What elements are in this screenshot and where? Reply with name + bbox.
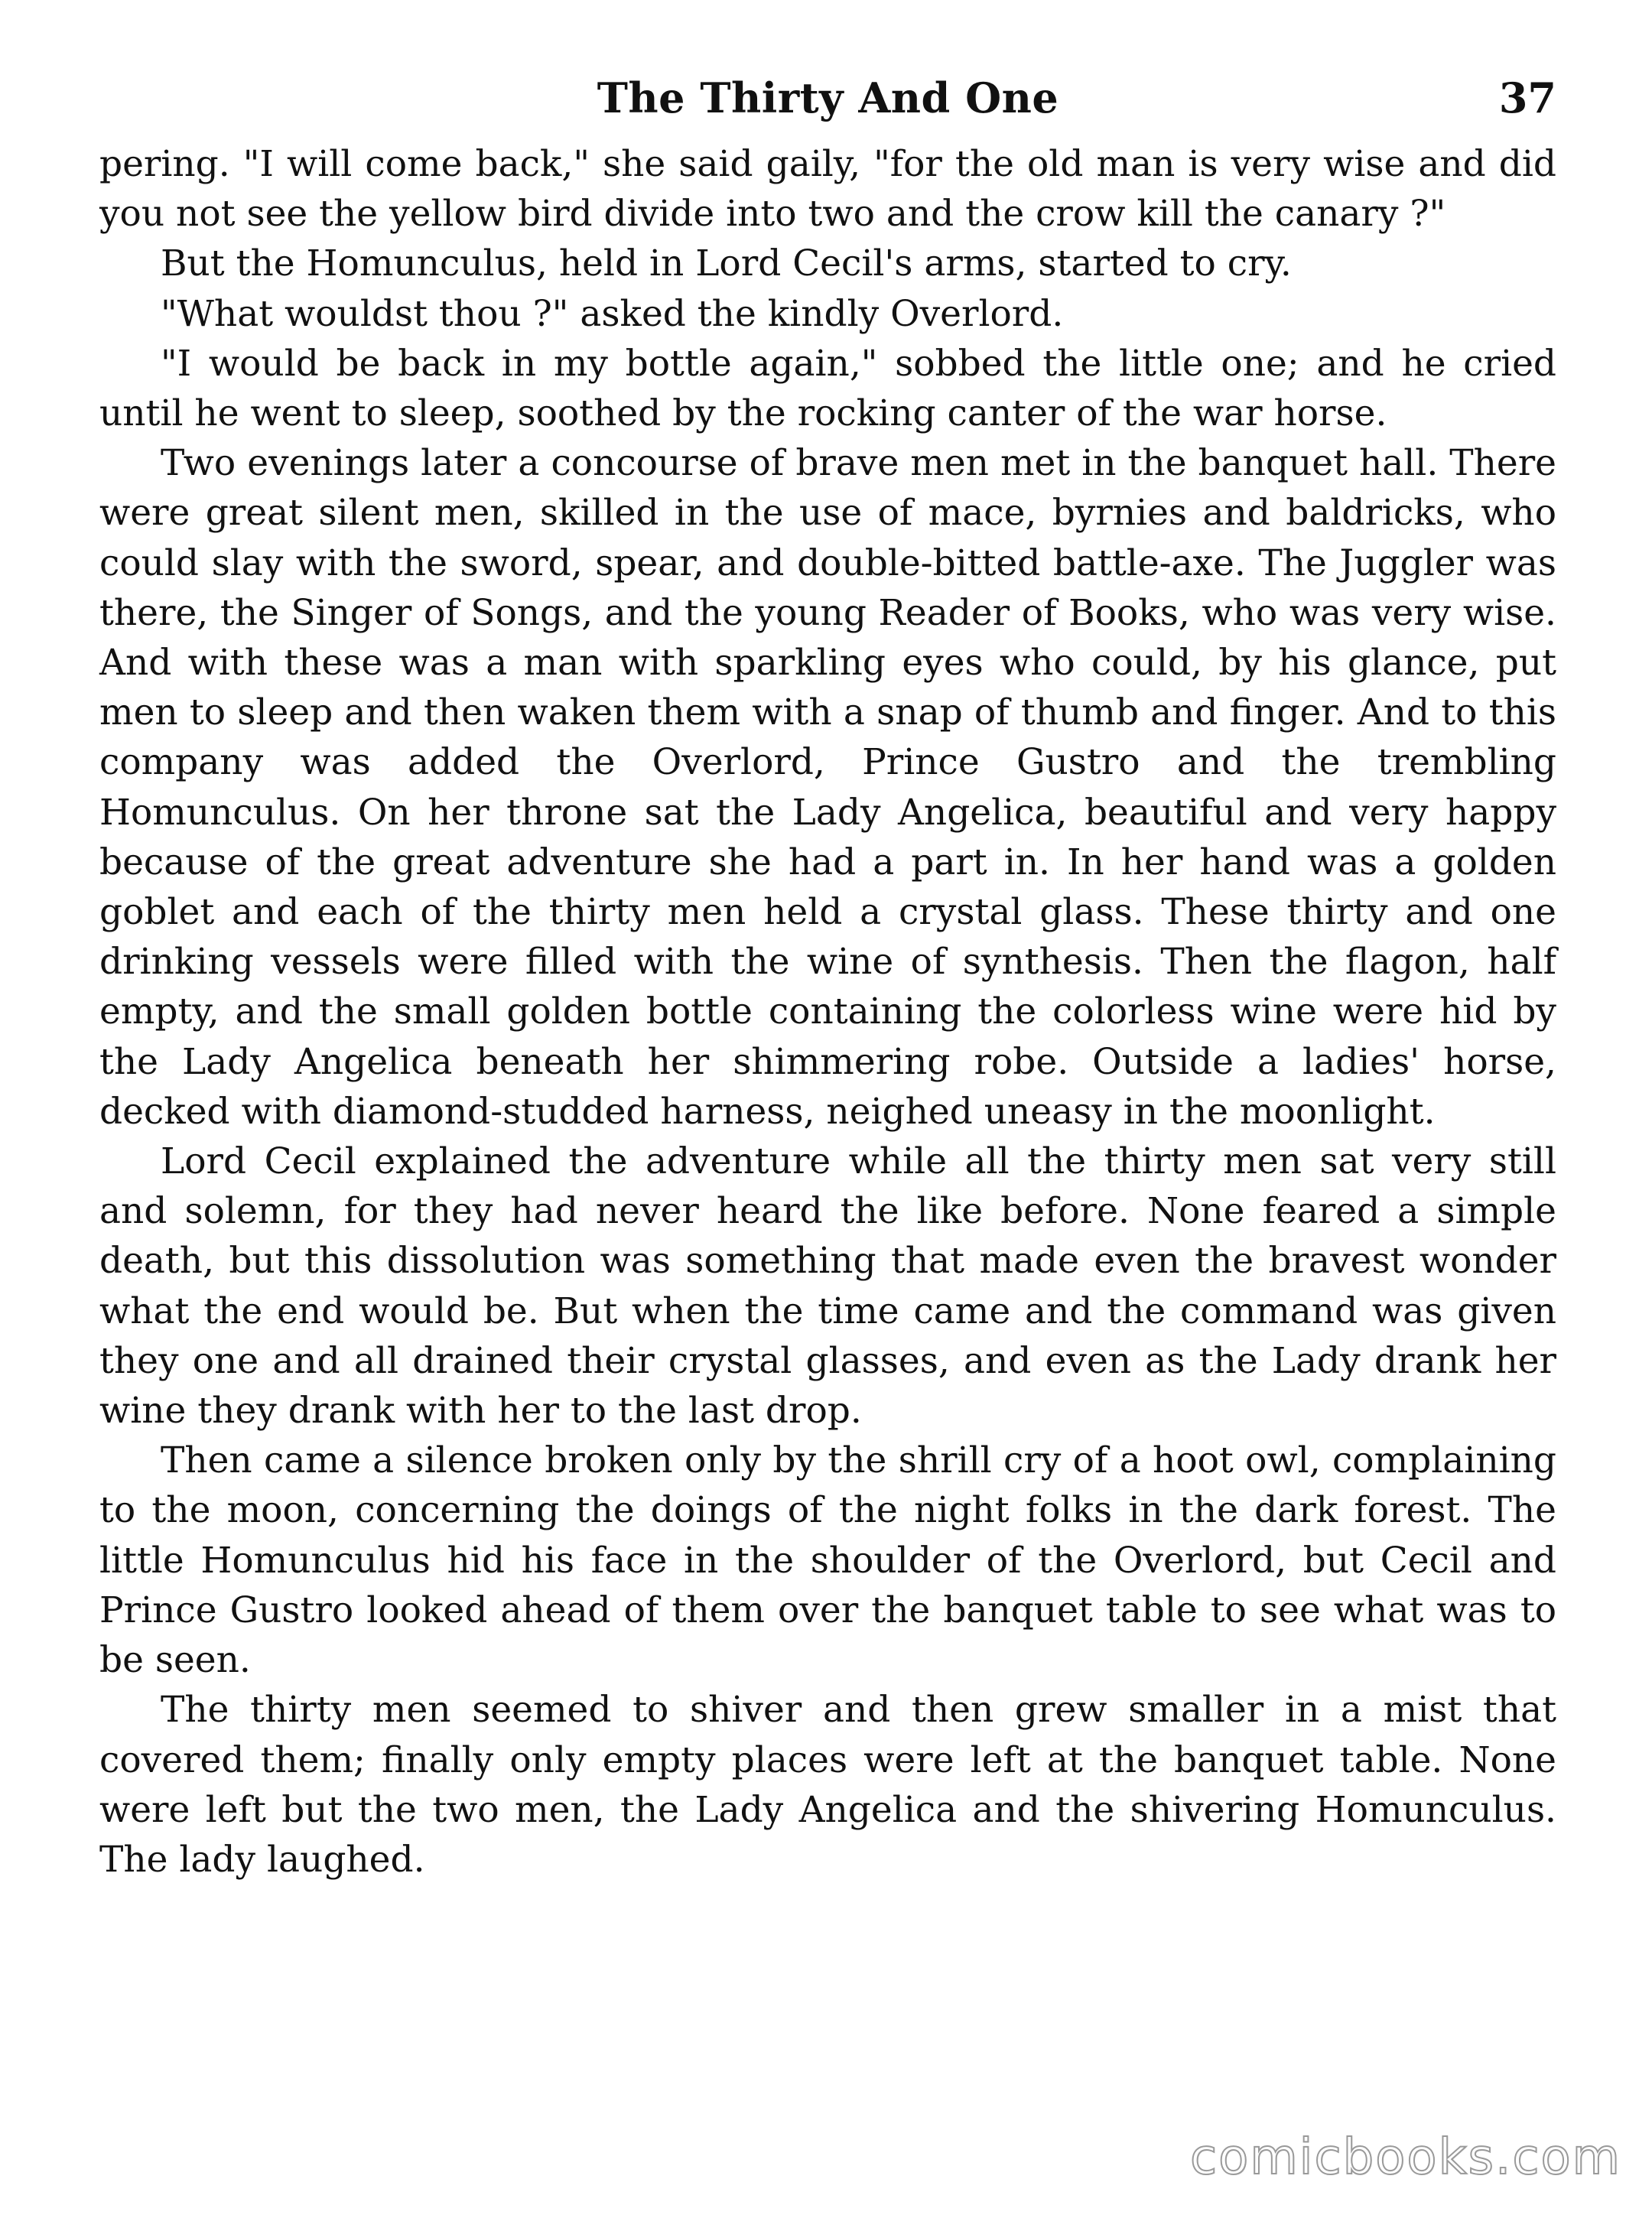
paragraph-continued: pering. "I will come back," she said gaily, "for the old man is very wise and did you not see the yellow bird divide into two and the crow kill the canary ?" xyxy=(99,143,1556,236)
paragraph: Two evenings later a concourse of brave men met in the banquet hall. There were great silent men, skilled in the use of mace, byrnies and baldricks, who could slay with the sword, spear, and double-bitted battle-axe. The Juggler was there, the Singer of Songs, and the young Reader of Books, who was very wise. And with these was a man with sparkling eyes who could, by his glance, put men to sleep and then waken them with a snap of thumb and finger. And to this company was added the Overlord, Prince Gustro and the trembling Homunculus. On her throne sat the Lady Angelica, beautiful and very happy because of the great adventure she had a part in. In her hand was a golden goblet and each of the thirty men held a crystal glass. These thirty and one drinking vessels were filled with the wine of synthesis. Then the flagon, half empty, and the small golden bottle containing the colorless wine were hid by the Lady Angelica beneath her shimmering robe. Outside a ladies' horse, decked with diamond-studded harness, neighed uneasy in the moonlight. xyxy=(99,442,1556,1133)
watermark-logo: comicbooks.com xyxy=(1189,2129,1621,2186)
paragraph: Then came a silence broken only by the shrill cry of a hoot owl, complaining to the moon, concerning the doings of the night folks in the dark forest. The little Homunculus hid his face in the shoulder of the Overlord, but Cecil and Prince Gustro looked ahead of them over the banquet table to see what was to be seen. xyxy=(99,1439,1556,1682)
paragraph: But the Homunculus, held in Lord Cecil's arms, started to cry. xyxy=(161,242,1292,285)
running-head: The Thirty And One xyxy=(597,73,1059,122)
page-number: 37 xyxy=(1498,73,1556,122)
page-header xyxy=(99,67,1556,128)
paragraph: "What wouldst thou ?" asked the kindly Overlord. xyxy=(161,292,1064,335)
paragraph: The thirty men seemed to shiver and then grew smaller in a mist that covered them; finally only empty places were left at the banquet table. None were left but the two men, the Lady Angelica and the shivering Homunculus. The lady laughed. xyxy=(99,1689,1556,1881)
body-text xyxy=(99,139,1556,1885)
paragraph: Lord Cecil explained the adventure while all the thirty men sat very still and solemn, for they had never heard the like before. None feared a simple death, but this dissolution was something that made even the bravest wonder what the end would be. But when the time came and the command was given they one and all drained their crystal glasses, and even as the Lady drank her wine they drank with her to the last drop. xyxy=(99,1140,1556,1433)
paragraph: "I would be back in my bottle again," sobbed the little one; and he cried until he went to sleep, soothed by the rocking canter of the war horse. xyxy=(99,342,1556,435)
